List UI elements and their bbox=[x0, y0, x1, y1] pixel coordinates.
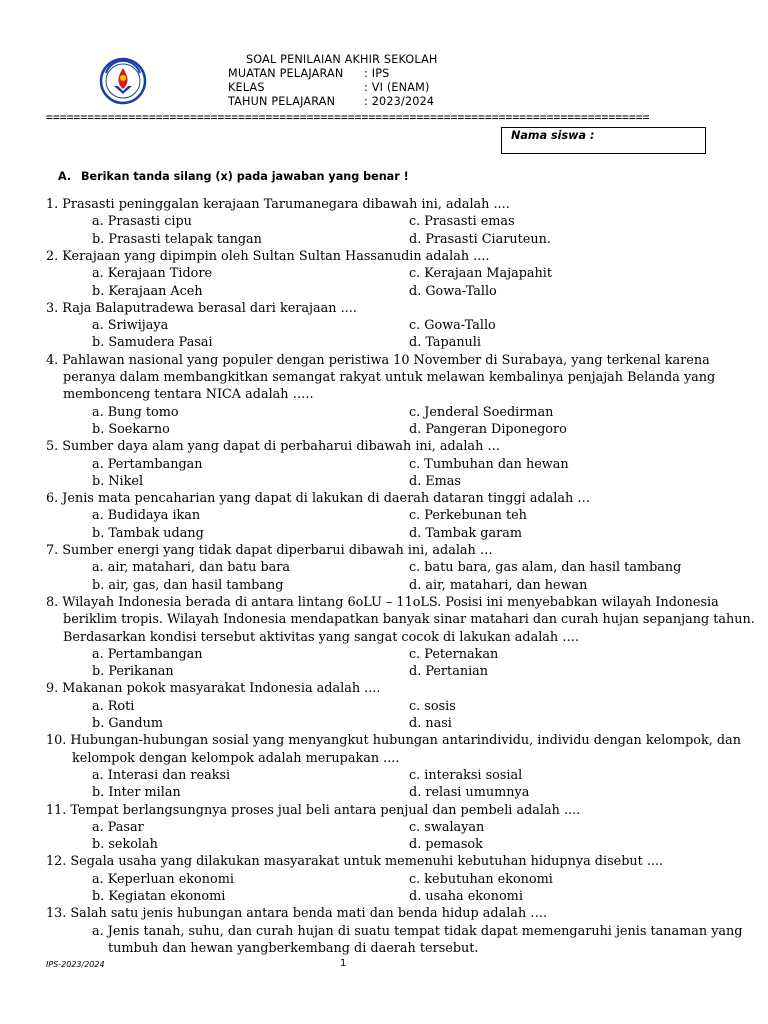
header-row-subject bbox=[228, 66, 389, 81]
answer-option[interactable]: b. Nikel bbox=[92, 473, 144, 489]
answer-option[interactable]: c. Peternakan bbox=[409, 646, 499, 662]
question-text: 6. Jenis mata pencaharian yang dapat di lakukan di daerah dataran tinggi adalah … bbox=[46, 491, 591, 507]
question-text: 3. Raja Balaputradewa berasal dari kerajaan .... bbox=[46, 300, 357, 316]
answer-option[interactable]: a. Interasi dan reaksi bbox=[92, 767, 231, 783]
answer-option[interactable]: c. Kerajaan Majapahit bbox=[409, 266, 553, 282]
answer-option[interactable]: c. swalayan bbox=[409, 819, 485, 835]
question-text: 13. Salah satu jenis hubungan antara benda mati dan benda hidup adalah …. bbox=[46, 906, 548, 922]
question-text-continued: membonceng tentara NICA adalah ….. bbox=[63, 387, 314, 403]
answer-option[interactable]: d. pemasok bbox=[409, 837, 483, 853]
answer-option[interactable]: b. Kegiatan ekonomi bbox=[92, 889, 226, 904]
answer-option[interactable]: c. Tumbuhan dan hewan bbox=[409, 456, 569, 472]
answer-option[interactable]: b. Gandum bbox=[92, 716, 163, 731]
header-divider: ======================================================================================== bbox=[46, 110, 650, 124]
question-text: 11. Tempat berlangsungnya proses jual beli antara penjual dan pembeli adalah .... bbox=[46, 802, 581, 818]
answer-option[interactable]: d. air, matahari, dan hewan bbox=[409, 577, 588, 593]
answer-option[interactable]: b. Kerajaan Aceh bbox=[92, 283, 203, 299]
answer-option-continued: tumbuh dan hewan yangberkembang di daerah tersebut. bbox=[108, 940, 479, 956]
question-text-continued: Berdasarkan kondisi tersebut aktivitas yang sangat cocok di lakukan adalah …. bbox=[63, 629, 580, 645]
answer-option[interactable]: b. Inter milan bbox=[92, 785, 181, 801]
header-label: MUATAN PELAJARAN bbox=[228, 67, 344, 80]
header-label: TAHUN PELAJARAN bbox=[228, 95, 336, 108]
answer-option[interactable]: b. Tambak udang bbox=[92, 525, 204, 541]
answer-option[interactable]: c. interaksi sosial bbox=[409, 767, 523, 783]
answer-option[interactable]: b. Prasasti telapak tangan bbox=[92, 231, 262, 247]
answer-option[interactable]: d. Pertanian bbox=[409, 664, 489, 680]
answer-option[interactable]: b. Perikanan bbox=[92, 664, 174, 680]
answer-option[interactable]: a. Prasasti cipu bbox=[92, 214, 192, 230]
question-text: 2. Kerajaan yang dipimpin oleh Sultan Sultan Hassanudin adalah .... bbox=[46, 248, 490, 264]
answer-option[interactable]: d. Emas bbox=[409, 473, 461, 489]
answer-option[interactable]: d. Pangeran Diponegoro bbox=[409, 421, 567, 437]
answer-option[interactable]: b. Soekarno bbox=[92, 421, 170, 437]
footer-code: IPS-2023/2024 bbox=[46, 960, 105, 969]
answer-option[interactable]: c. Gowa-Tallo bbox=[409, 318, 496, 334]
answer-option[interactable]: a. Pasar bbox=[92, 819, 144, 835]
answer-option[interactable]: c. batu bara, gas alam, dan hasil tambang bbox=[409, 560, 682, 576]
header-label: KELAS bbox=[228, 81, 265, 94]
student-name-box[interactable] bbox=[501, 127, 706, 154]
student-name-label: Nama siswa : bbox=[511, 129, 595, 142]
answer-option[interactable]: a. Kerajaan Tidore bbox=[92, 266, 213, 282]
answer-option[interactable]: c. Perkebunan teh bbox=[409, 508, 527, 524]
answer-option[interactable]: d. Prasasti Ciaruteun. bbox=[409, 231, 551, 247]
answer-option[interactable]: a. Roti bbox=[92, 698, 135, 714]
question-text: 4. Pahlawan nasional yang populer dengan peristiwa 10 November di Surabaya, yang terkenal karena bbox=[46, 352, 710, 368]
header-value: : 2023/2024 bbox=[364, 95, 435, 108]
header-value: : IPS bbox=[364, 67, 390, 80]
header-row-year bbox=[228, 94, 434, 109]
question-text-continued: beriklim tropis. Wilayah Indonesia mendapatkan banyak sinar matahari dan curah hujan sepanjang tahun. bbox=[63, 612, 755, 628]
answer-option[interactable]: b. air, gas, dan hasil tambang bbox=[92, 577, 284, 593]
tut-wuri-handayani-logo bbox=[94, 56, 152, 106]
question-text: 5. Sumber daya alam yang dapat di perbaharui dibawah ini, adalah … bbox=[46, 439, 501, 455]
answer-option[interactable]: d. relasi umumnya bbox=[409, 785, 530, 801]
answer-option[interactable]: a. Pertambangan bbox=[92, 646, 203, 662]
answer-option[interactable]: d. Gowa-Tallo bbox=[409, 283, 497, 299]
question-text: 12. Segala usaha yang dilakukan masyarakat untuk memenuhi kebutuhan hidupnya disebut .... bbox=[46, 854, 664, 870]
page-number: 1 bbox=[340, 958, 347, 969]
answer-option[interactable]: c. Jenderal Soedirman bbox=[409, 404, 554, 420]
question-text: 10. Hubungan-hubungan sosial yang menyangkut hubungan antarindividu, individu dengan kelompok, dan bbox=[46, 733, 741, 749]
answer-option[interactable]: a. Sriwijaya bbox=[92, 318, 169, 334]
answer-option[interactable]: a. Bung tomo bbox=[92, 404, 179, 420]
header-row-class bbox=[228, 80, 430, 95]
question-text: 1. Prasasti peninggalan kerajaan Tarumanegara dibawah ini, adalah .... bbox=[46, 197, 510, 212]
answer-option[interactable]: c. kebutuhan ekonomi bbox=[409, 871, 553, 887]
exam-title: SOAL PENILAIAN AKHIR SEKOLAH bbox=[246, 53, 438, 66]
answer-option[interactable]: c. Prasasti emas bbox=[409, 214, 515, 230]
section-instruction-text: Berikan tanda silang (x) pada jawaban yang benar ! bbox=[81, 170, 409, 183]
answer-option[interactable]: a. Keperluan ekonomi bbox=[92, 871, 234, 887]
answer-option[interactable]: d. nasi bbox=[409, 716, 452, 731]
question-text: 7. Sumber energi yang tidak dapat diperbarui dibawah ini, adalah … bbox=[46, 543, 493, 558]
answer-option[interactable]: c. sosis bbox=[409, 698, 456, 714]
answer-option[interactable]: b. Samudera Pasai bbox=[92, 335, 213, 351]
answer-option[interactable]: a. air, matahari, dan batu bara bbox=[92, 560, 291, 576]
answer-option[interactable]: d. usaha ekonomi bbox=[409, 889, 523, 904]
section-instruction bbox=[58, 170, 409, 183]
answer-option[interactable]: d. Tambak garam bbox=[409, 525, 522, 541]
question-text-continued: kelompok dengan kelompok adalah merupakan .... bbox=[72, 750, 400, 766]
header-value: : VI (ENAM) bbox=[364, 81, 430, 94]
answer-option[interactable]: a. Budidaya ikan bbox=[92, 508, 201, 524]
section-letter: A. bbox=[58, 170, 72, 183]
answer-option[interactable]: a. Jenis tanah, suhu, dan curah hujan di suatu tempat tidak dapat memengaruhi jenis tanaman yang bbox=[92, 923, 743, 939]
question-text: 9. Makanan pokok masyarakat Indonesia adalah .... bbox=[46, 681, 381, 697]
question-text-continued: peranya dalam membangkitkan semangat rakyat untuk melawan kembalinya penjajah Belanda yang bbox=[63, 370, 716, 385]
answer-option[interactable]: d. Tapanuli bbox=[409, 335, 481, 351]
answer-option[interactable]: b. sekolah bbox=[92, 837, 158, 853]
answer-option[interactable]: a. Pertambangan bbox=[92, 456, 203, 472]
question-text: 8. Wilayah Indonesia berada di antara lintang 6oLU – 11oLS. Posisi ini menyebabkan wilayah Indonesia bbox=[46, 594, 719, 610]
